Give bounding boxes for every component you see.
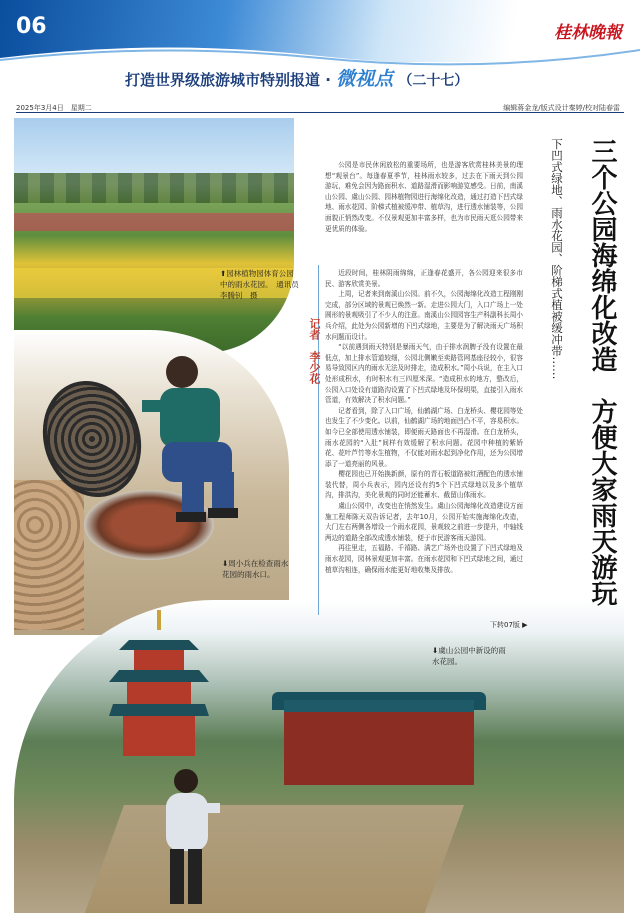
- headline: 三个公园海绵化改造 方便大家雨天游玩: [587, 138, 617, 606]
- newspaper-logo: 桂林晚報: [554, 23, 622, 43]
- photo-yushan-park: [14, 600, 624, 913]
- photo-flower-garden: [14, 118, 294, 353]
- body-paragraph: “以前遇到雨天特别是暴雨天气，由于排水润脾子没有设置在最低点，加上排水管道较细，公园北侧嫩至卖路管网基座径较小，很容易导致园区内的雨水无法及时排走，造成积水。”周小兵说，在主入口处形成积水，有时积水有三四厘米深。“造成积水的地方，整改后，公园入口处设有道路沟设置了下凹式绿地及环保明渠，直接引入雨水管道，有效解决了积水问题。”: [325, 343, 523, 405]
- photo-pagoda: [109, 610, 209, 760]
- series-title: [125, 64, 468, 91]
- subheadline: 下凹式绿地、雨水花园、阶梯式植被缓冲带……: [550, 138, 564, 380]
- photo-stone-path: [84, 805, 464, 913]
- body-paragraph: 虞山公园中，改变也在悄然发生。虞山公园海绵化改造建设方面施工程师陈天双告诉记者，去年10月，公园开始实施海绵化改造，大门左右两侧各增设一个雨水花园，景观较之前进一步提升，中轴线两边的道路全部改成透水铺装，便于市民游客雨天游园。: [325, 502, 523, 542]
- body-paragraph: 樱花园也已开始换新颜，原有的青石板道路被红酒配色的透水铺装代替，周小兵表示，园内还设有约5个下凹式绿地以及多个植草沟，排洪沟，美化景观的同时还能蓄水、截留山体雨水。: [325, 470, 523, 500]
- photo-man-figure: [142, 350, 252, 525]
- photo-stones: [14, 480, 84, 630]
- photo-flower-band: [14, 213, 294, 231]
- editor-credits: 编辑蒋金龙/版式设计秦婷/校对陆春雷: [503, 104, 620, 112]
- issue-date: 2025年3月4日 星期二: [16, 104, 92, 112]
- caption-flower: ⬆园林植物园体育公园中的雨水花园。 通讯员李腾钊 摄: [220, 269, 299, 300]
- page-number: 06: [16, 14, 47, 39]
- article-intro: [325, 160, 523, 234]
- continued-note: 下转07版 ▶: [490, 621, 528, 629]
- body-paragraph: 上周，记者来到南溪山公园。前不久，公园海绵化改造工程刚刚完成，部分区域的景观已焕然一新。走进公园大门，入口广场上一处圆形的景观吸引了不少人的注意。南溪山公园园容生产科副科长周小兵介绍，此处为公园新增的下凹式绿地，主要是为了解决雨天广场积水问题而设计。: [325, 290, 523, 341]
- photo-woman-figure: [154, 765, 224, 910]
- series-accent: 微视点: [336, 68, 394, 90]
- body-paragraph: 近段时间，桂林阴雨绵绵，正逢春花盛开，各公园迎来很多市民、游客欣赏美景。: [325, 269, 523, 288]
- intro-paragraph: 公园是市民休闲放松的重要场所，也是游客欣赏桂林美景的理想“观景台”。每逢春夏季节，桂林雨水较多，过去在下雨天到公园游玩，难免会因为路面积水、道路湿滑而影响游览感受。日前，南溪山公园、虞山公园、园林植物园进行海绵化改造，通过打造下凹式绿地、雨水花园、阶梯式植被缓冲带、植草沟，进行透水铺装等，公园面貌正悄然改变。不仅景观更加丰富多样，也为市民雨天逛公园带来更优质的体验。: [325, 161, 523, 233]
- caption-park: ⬇虞山公园中新设的雨水花园。: [432, 646, 506, 666]
- header-rule: [16, 112, 624, 113]
- article-body: [325, 268, 523, 575]
- series-issue: （二十七）: [398, 73, 469, 89]
- caption-drain: ⬇周小兵在检查雨水花园的雨水口。: [222, 559, 289, 579]
- body-paragraph: 再往里走，五福路、千禧路、满艺广场外也设置了下凹式绿地及雨水花园，园林景观更加丰富。在雨水花园和下凹式绿地之间，通过植草沟相连，确保雨水能更好地收集及排放。: [325, 544, 523, 574]
- photo-drain-inspection: [14, 330, 289, 635]
- photo-trees: [14, 173, 294, 203]
- body-paragraph: 记者看到，除了入口广场，仙鹤湖广场、白龙桥头、樱花园等处也发生了不少变化。以前，仙鹤湖广场的地面凹凸不平，容易积水。如今已全部使用透水铺装，即便雨天路面也不再湿滑。在白龙桥头，雨水花园的“入肚”间样有效缓解了积水问题。花园中种植的紫娇花、花叶芦竹等水生植物，不仅能对雨水起到净化作用，还为公园增添了一道亮丽的风景。: [325, 406, 523, 468]
- photo-pavilion: [284, 700, 474, 785]
- series-prefix: 打造世界级旅游城市特别报道 ·: [125, 71, 331, 89]
- reporter-byline: 记者 李少花: [308, 318, 321, 384]
